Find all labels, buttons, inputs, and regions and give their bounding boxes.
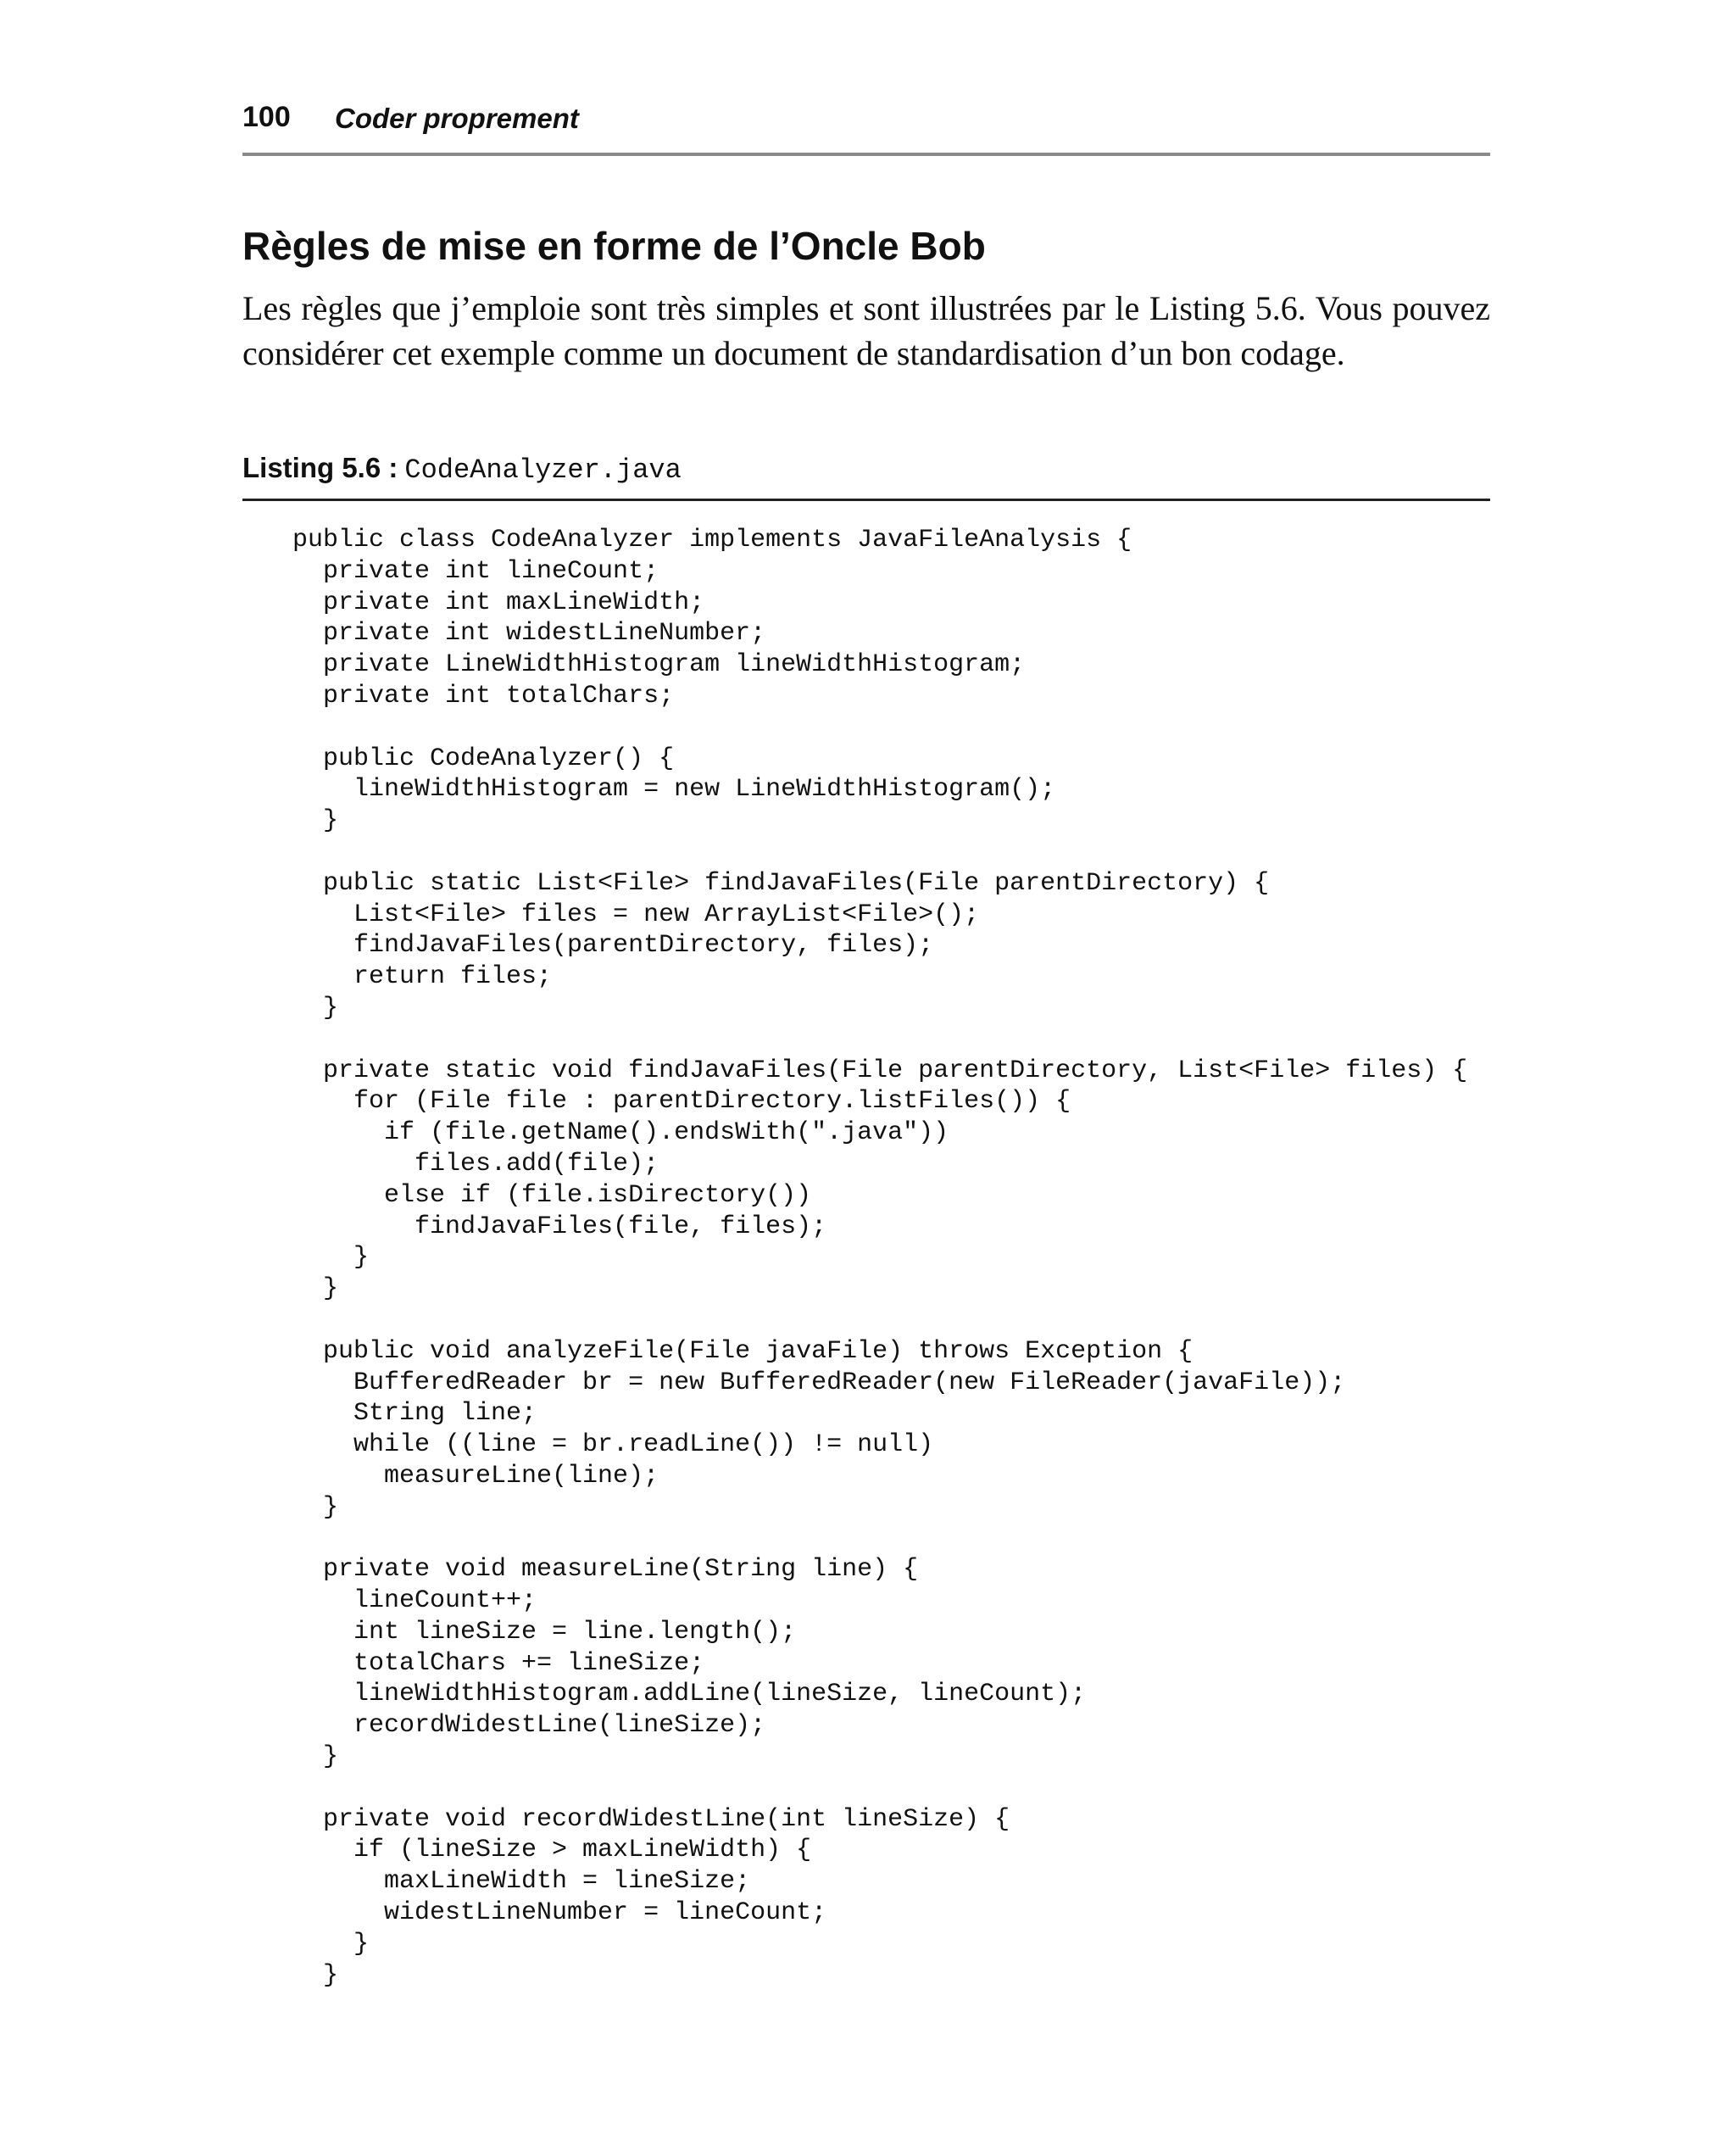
code-line: } bbox=[292, 1960, 339, 1990]
listing-caption bbox=[242, 451, 1490, 501]
code-line: public CodeAnalyzer() { bbox=[292, 744, 675, 773]
code-line: maxLineWidth = lineSize; bbox=[292, 1867, 751, 1897]
code-line: private void measureLine(String line) { bbox=[292, 1555, 919, 1585]
code-line: } bbox=[292, 1243, 370, 1273]
code-line: findJavaFiles(parentDirectory, files); bbox=[292, 931, 934, 961]
page-number: 100 bbox=[242, 101, 291, 133]
code-line: } bbox=[292, 1929, 370, 1959]
code-line: private int lineCount; bbox=[292, 556, 659, 586]
code-line: totalChars += lineSize; bbox=[292, 1648, 705, 1678]
code-line: else if (file.isDirectory()) bbox=[292, 1180, 812, 1210]
code-line: public void analyzeFile(File javaFile) throws Exception { bbox=[292, 1336, 1194, 1366]
code-line: public class CodeAnalyzer implements JavaFileAnalysis { bbox=[292, 526, 1132, 555]
code-line: private int totalChars; bbox=[292, 681, 675, 711]
code-line: measureLine(line); bbox=[292, 1461, 659, 1491]
code-line: } bbox=[292, 806, 339, 836]
code-line: } bbox=[292, 1742, 339, 1772]
code-line: } bbox=[292, 993, 339, 1023]
code-line: BufferedReader br = new BufferedReader(new FileReader(javaFile)); bbox=[292, 1368, 1346, 1397]
code-line: files.add(file); bbox=[292, 1149, 659, 1179]
code-line: private void recordWidestLine(int lineSize) { bbox=[292, 1804, 1010, 1834]
code-line: return files; bbox=[292, 962, 553, 992]
code-line: recordWidestLine(lineSize); bbox=[292, 1711, 766, 1741]
page-header bbox=[242, 100, 1490, 156]
code-line: if (lineSize > maxLineWidth) { bbox=[292, 1836, 812, 1865]
code-line: String line; bbox=[292, 1399, 537, 1429]
code-line: int lineSize = line.length(); bbox=[292, 1617, 797, 1647]
body-paragraph: Les règles que j’emploie sont très simples et sont illustrées par le Listing 5.6. Vous pouvez considérer cet exemple comme un document de standardisation d’un bon codage. bbox=[242, 289, 1490, 372]
code-line: } bbox=[292, 1492, 339, 1522]
code-line: for (File file : parentDirectory.listFiles()) { bbox=[292, 1087, 1071, 1117]
code-line: lineCount++; bbox=[292, 1586, 537, 1616]
listing-label: Listing 5.6 : bbox=[242, 452, 398, 483]
code-line: } bbox=[292, 1274, 339, 1304]
code-line: public static List<File> findJavaFiles(File parentDirectory) { bbox=[292, 868, 1270, 898]
running-title: Coder proprement bbox=[335, 103, 579, 134]
code-line: private LineWidthHistogram lineWidthHistogram; bbox=[292, 650, 1026, 680]
code-line: private static void findJavaFiles(File parentDirectory, List<File> files) { bbox=[292, 1056, 1468, 1085]
code-block bbox=[292, 525, 1467, 1991]
code-line: List<File> files = new ArrayList<File>(); bbox=[292, 900, 980, 929]
code-line: lineWidthHistogram.addLine(lineSize, lineCount); bbox=[292, 1680, 1087, 1709]
section-heading: Règles de mise en forme de l’Oncle Bob bbox=[242, 224, 986, 268]
code-line: widestLineNumber = lineCount; bbox=[292, 1898, 827, 1928]
code-line: lineWidthHistogram = new LineWidthHistogram(); bbox=[292, 775, 1056, 805]
code-line: private int maxLineWidth; bbox=[292, 588, 705, 617]
code-line: while ((line = br.readLine()) != null) bbox=[292, 1430, 934, 1460]
listing-filename: CodeAnalyzer.java bbox=[404, 454, 682, 486]
code-line: findJavaFiles(file, files); bbox=[292, 1212, 827, 1241]
code-line: private int widestLineNumber; bbox=[292, 619, 766, 649]
code-line: if (file.getName().endsWith(".java")) bbox=[292, 1118, 949, 1148]
